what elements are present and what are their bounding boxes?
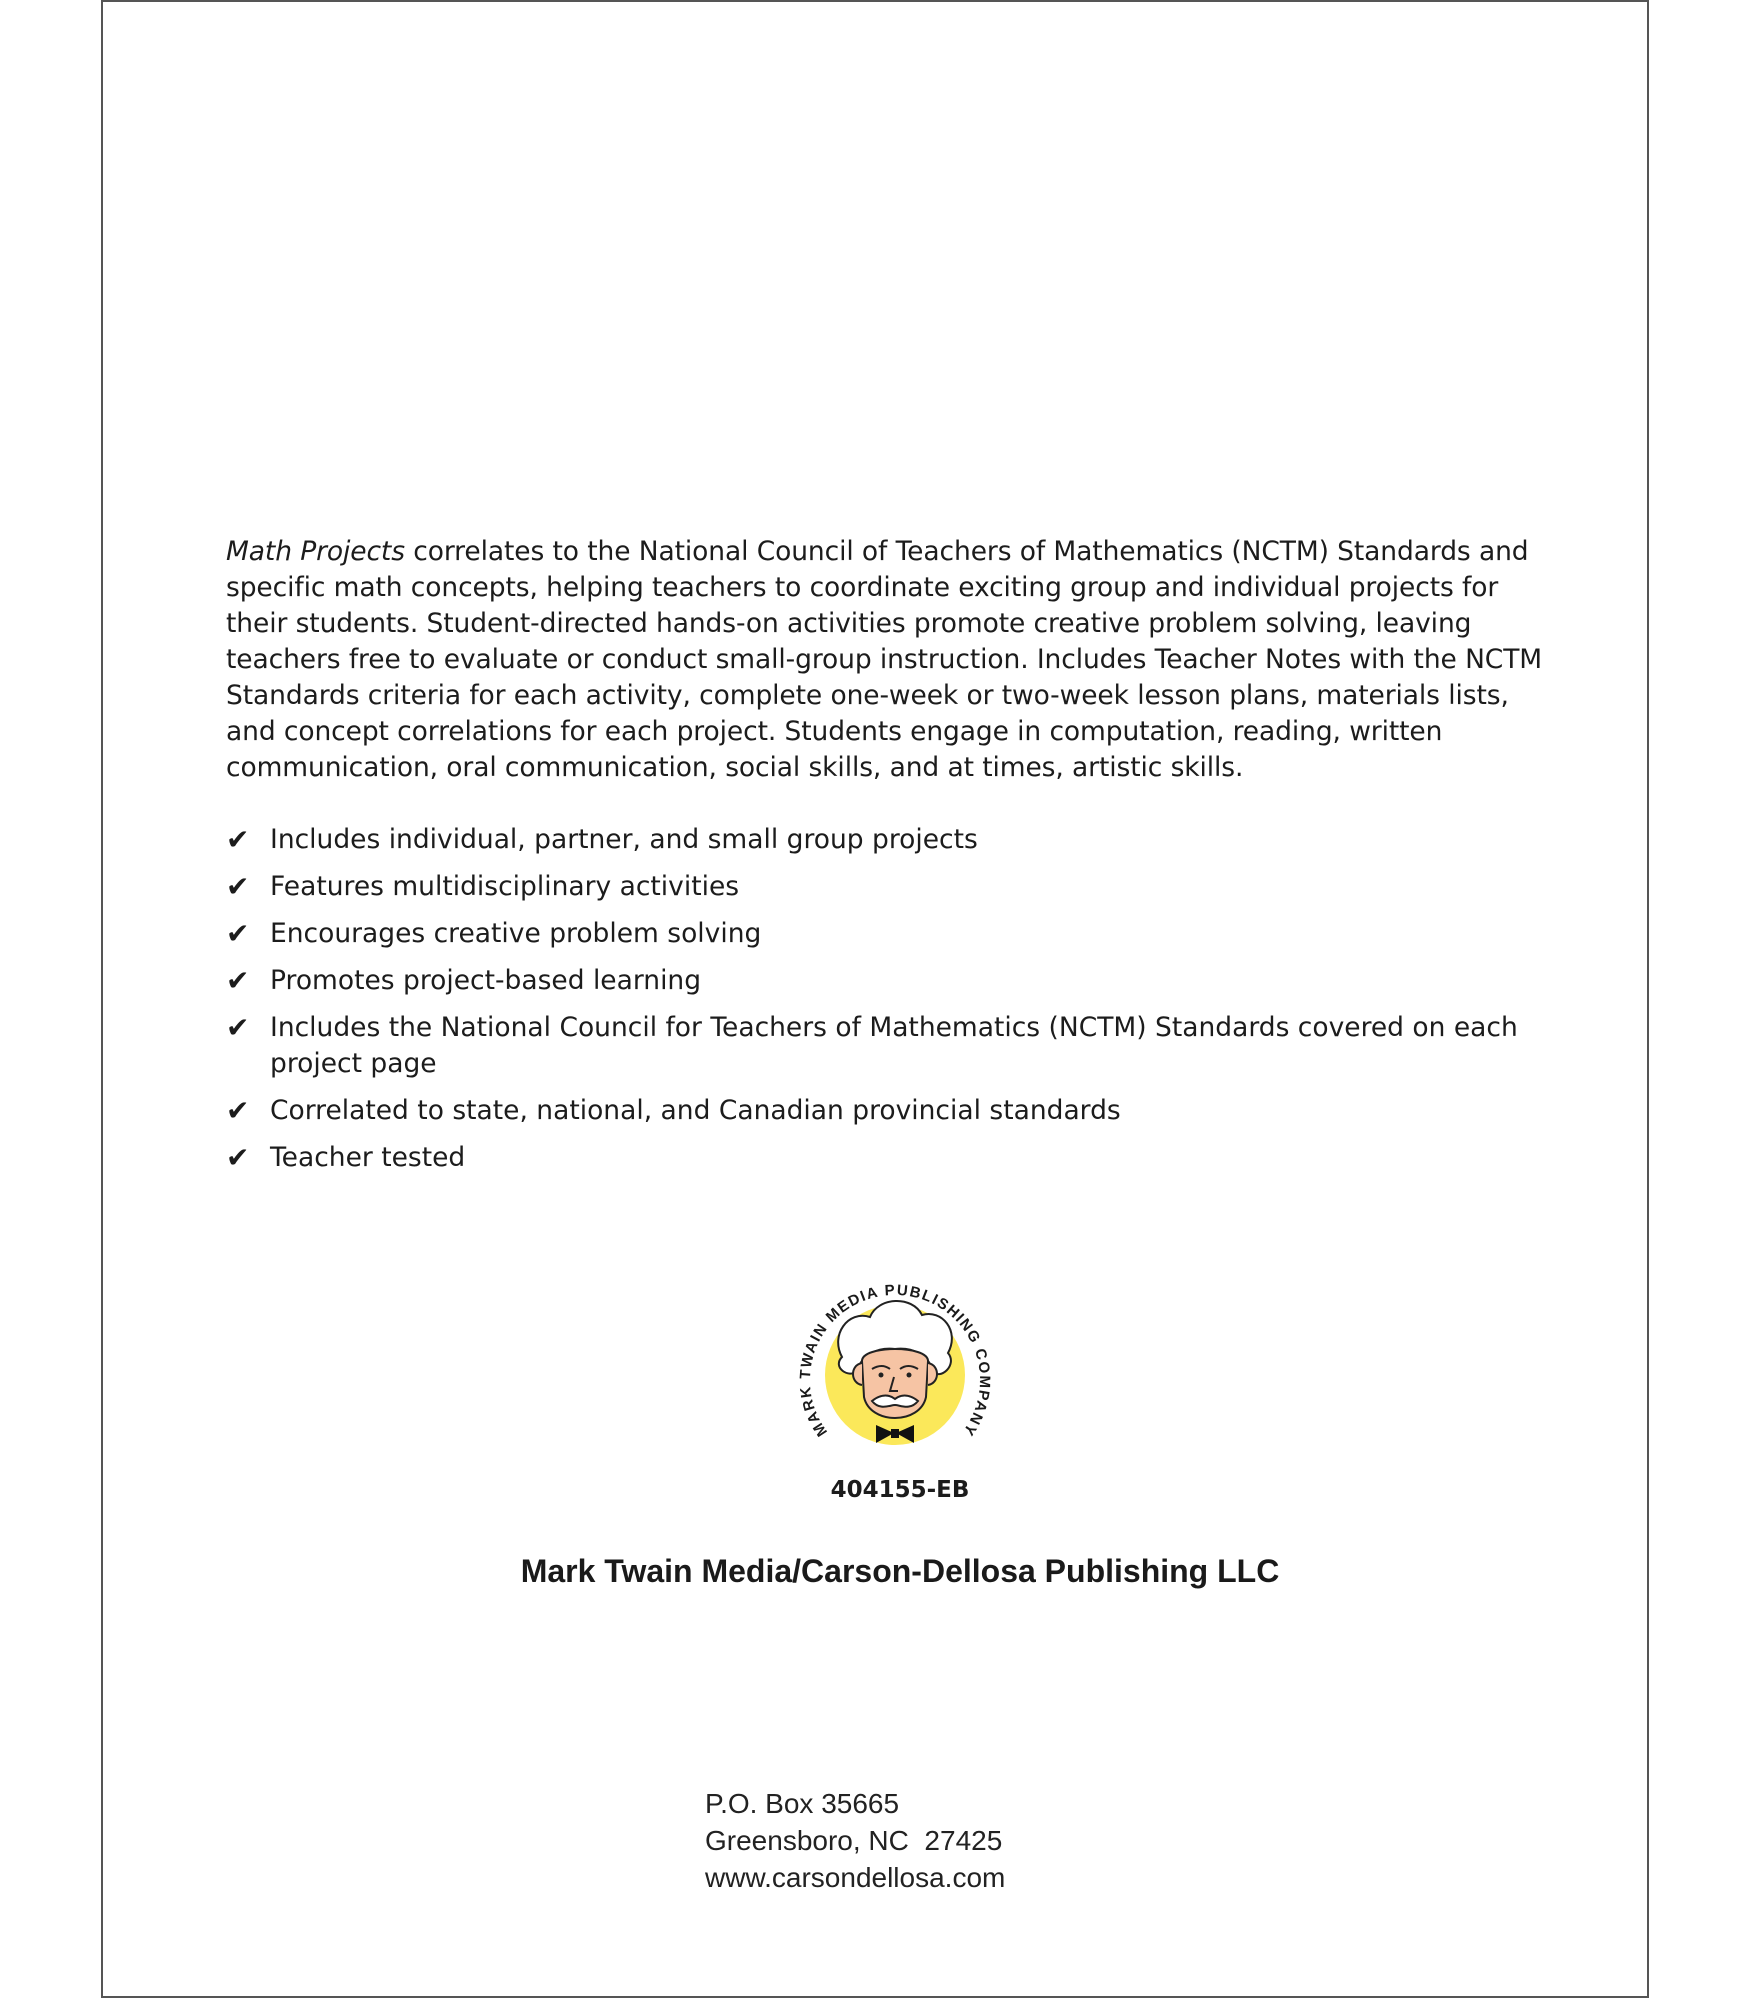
- feature-text: Includes individual, partner, and small group projects: [270, 824, 978, 855]
- feature-text: Promotes project-based learning: [270, 965, 702, 996]
- list-item: [226, 963, 1566, 999]
- checkmark-icon: ✔: [226, 823, 250, 856]
- description-paragraph: [226, 534, 1566, 786]
- checkmark-icon: ✔: [226, 964, 250, 997]
- list-item: [226, 1140, 1566, 1176]
- logo-ring-text: MARK TWAIN MEDIA PUBLISHING COMPANY: [796, 1281, 994, 1440]
- list-item: [226, 916, 1566, 952]
- feature-text: Teacher tested: [270, 1142, 466, 1173]
- checkmark-icon: ✔: [226, 1094, 250, 1127]
- list-item: [226, 1093, 1566, 1129]
- website-link[interactable]: www.carsondellosa.com: [705, 1862, 1006, 1893]
- checkmark-icon: ✔: [226, 1141, 250, 1174]
- checkmark-icon: ✔: [226, 870, 250, 903]
- book-title: Math Projects: [226, 536, 405, 567]
- feature-list: [226, 822, 1566, 1187]
- checkmark-icon: ✔: [226, 917, 250, 950]
- address-line-po-box: P.O. Box 35665: [705, 1788, 900, 1819]
- feature-text: Encourages creative problem solving: [270, 918, 762, 949]
- checkmark-icon: ✔: [226, 1011, 250, 1044]
- feature-text: Correlated to state, national, and Canadian provincial standards: [270, 1095, 1121, 1126]
- list-item: [226, 822, 1566, 858]
- list-item: [226, 1010, 1566, 1082]
- publisher-name: Mark Twain Media/Carson-Dellosa Publishing LLC: [520, 1553, 1280, 1589]
- address-line-city: Greensboro, NC 27425: [705, 1825, 1003, 1856]
- feature-text: Includes the National Council for Teachers of Mathematics (NCTM) Standards covered on each project page: [270, 1012, 1518, 1079]
- feature-text: Features multidisciplinary activities: [270, 871, 740, 902]
- publisher-logo: [790, 1265, 1000, 1480]
- list-item: [226, 869, 1566, 905]
- product-code: 404155-EB: [830, 1477, 970, 1503]
- address-block: [705, 1785, 1005, 1896]
- description-text: correlates to the National Council of Teachers of Mathematics (NCTM) Standards and specific math concepts, helping teachers to coordinate exciting group and individual projects for their students. Student-directed hands-on activities promote creative problem solving, leaving teachers free to evaluate or conduct small-group instruction. Includes Teacher Notes with the NCTM Standards criteria for each activity, complete one-week or two-week lesson plans, materials lists, and concept correlations for each project. Students engage in computation, reading, written communication, oral communication, social skills, and at times, artistic skills.: [226, 536, 1543, 783]
